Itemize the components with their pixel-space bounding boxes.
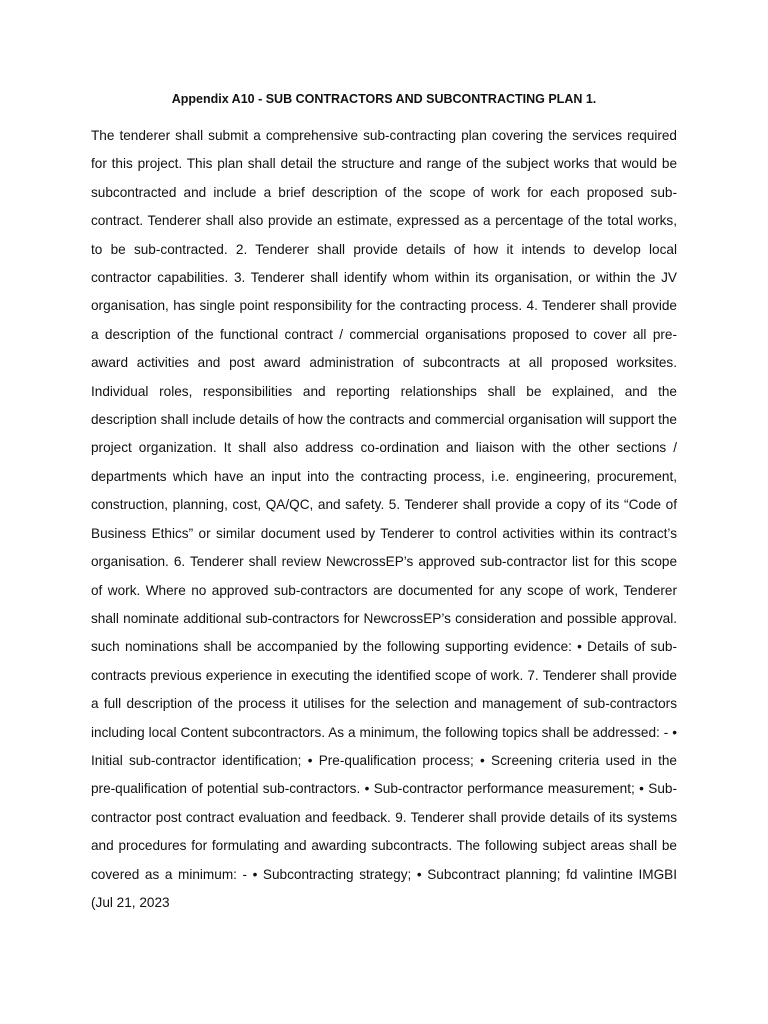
document-body-paragraph: The tenderer shall submit a comprehensive sub-contracting plan covering the services required for this project. This plan shall detail the structure and range of the subject works that would be subcontracted and include a brief description of the scope of work for each proposed sub-contract. Tenderer shall also provide an estimate, expressed as a percentage of the total works, to be sub-contracted. 2. Tenderer shall provide details of how it intends to develop local contractor capabilities. 3. Tenderer shall identify whom within its organisation, or within the JV organisation, has single point responsibility for the contracting process. 4. Tenderer shall provide a description of the functional contract / commercial organisations proposed to cover all pre-award activities and post award administration of subcontracts at all proposed worksites. Individual roles, responsibilities and reporting relationships shall be explained, and the description shall include details of how the contracts and commercial organisation will support the project organization. It shall also address co-ordination and liaison with the other sections / departments which have an input into the contracting process, i.e. engineering, procurement, construction, planning, cost, QA/QC, and safety. 5. Tenderer shall provide a copy of its “Code of Business Ethics” or similar document used by Tenderer to control activities within its contract’s organisation. 6. Tenderer shall review NewcrossEP’s approved sub-contractor list for this scope of work. Where no approved sub-contractors are documented for any scope of work, Tenderer shall nominate additional sub-contractors for NewcrossEP’s consideration and possible approval. such nominations shall be accompanied by the following supporting evidence: • Details of sub-contracts previous experience in executing the identified scope of work. 7. Tenderer shall provide a full description of the process it utilises for the selection and management of sub-contractors including local Content subcontractors. As a minimum, the following topics shall be addressed: - • Initial sub-contractor identification; • Pre-qualification process; • Screening criteria used in the pre-qualification of potential sub-contractors. • Sub-contractor performance measurement; • Sub-contractor post contract evaluation and feedback. 9. Tenderer shall provide details of its systems and procedures for formulating and awarding subcontracts. The following subject areas shall be covered as a minimum: - • Subcontracting strategy; • Subcontract planning; fd valintine IMGBI (Jul 21, 2023 <box>91 128 677 910</box>
document-title: Appendix A10 - SUB CONTRACTORS AND SUBCONTRACTING PLAN 1. <box>171 92 597 106</box>
